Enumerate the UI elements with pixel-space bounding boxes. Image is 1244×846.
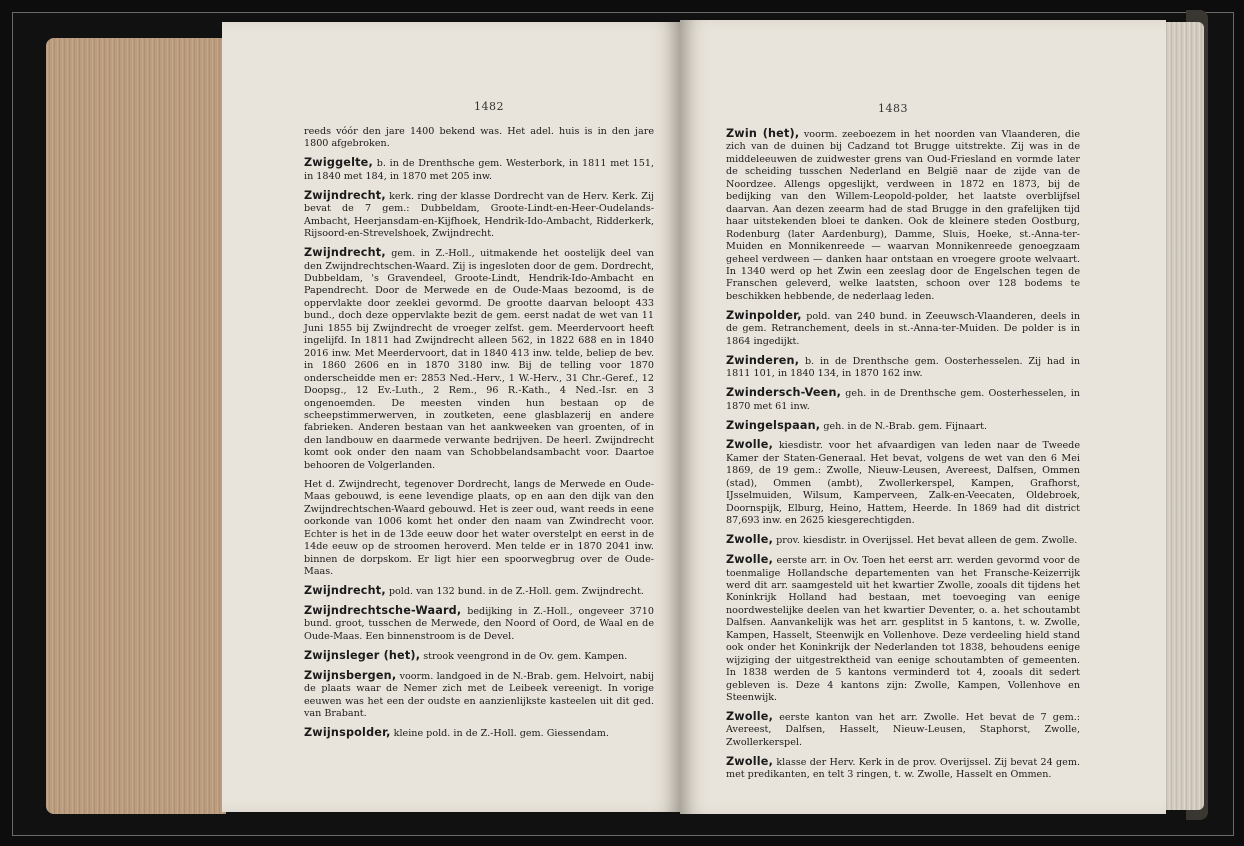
- entry-headword: Zwijndrecht,: [304, 188, 386, 202]
- dictionary-entry: [304, 585, 654, 598]
- entry-text: kerk. ring der klasse Dordrecht van de Herv. Kerk. Zij bevat de 7 gem.: Dubbeldam, Groote-Lindt-en-Heer-Oudelands-Ambacht, Heerjansdam-en-Kijfhoek, Hendrik-Ido-Ambacht, Ridderkerk, Rijsoord-en-Strevelshoek, Zwijndrecht.: [304, 190, 654, 240]
- dictionary-entry: [304, 190, 654, 241]
- text-column: [304, 126, 654, 747]
- dictionary-entry: [304, 157, 654, 183]
- entry-headword: Zwinpolder,: [726, 308, 802, 322]
- entry-text: kiesdistr. voor het afvaardigen van leden naar de Tweede Kamer der Staten-Generaal. Het bevat, volgens de wet van den 6 Mei 1869, de 19 gem.: Zwolle, Nieuw-Leusen, Avereest, Dalfsen, Ommen (stad), Ommen (ambt), Zwollerkerspel, Kampen, Grafhorst, IJsselmuiden, Wilsum, Kamperveen, Zalk-en-Veecaten, Oldebroek, Doornspijk, Elburg, Heino, Hattem, Heerde. In 1869 had dit district 87,693 inw. en 2625 kiesgerechtigden.: [726, 440, 1080, 527]
- dictionary-entry: [304, 479, 654, 579]
- entry-headword: Zwijndrechtsche-Waard,: [304, 603, 462, 617]
- entry-text: Het d. Zwijndrecht, tegenover Dordrecht, langs de Merwede en Oude-Maas gebouwd, is eene levendige plaats, op en aan den dijk van den Zwijndrechtschen-Waard gebouwd. Het is zeer oud, want reeds in eene oorkonde van 1006 komt het onder den naam van Zwindrecht voor. Echter is het in de 13de eeuw door het water overstelpt en eerst in de 14de eeuw op de stroomen heroverd. Men telde er in 1870 2041 inw. binnen de dorpskom. Er ligt hier een spoorwegbrug over de Oude-Maas.: [304, 478, 654, 577]
- dictionary-entry: [304, 605, 654, 643]
- entry-headword: Zwin (het),: [726, 127, 800, 140]
- entry-headword: Zwijndrecht,: [304, 246, 386, 260]
- entry-text: voorm. zeeboezem in het noorden van Vlaanderen, die zich van de duinen bij Cadzand tot Brugge uitstrekte. Zij was in de middeleeuwen de zuidwester grens van Oud-Friesland en vormde later de scheiding tusschen Nederland en België naar de zijde van de Noordzee. Allengs opgeslijkt, verdween in 1872 en 1873, bij de bedijking van den Willem-Leopold-polder, het laatste overblijfsel daarvan. Aan dezen zeearm had de stad Brugge in den grafelijken tijd haar uitstekenden bloei te danken. Ook de kleinere steden Oostburg, Rodenburg (later Aardenburg), Damme, Sluis, Hoeke, st.-Anna-ter-Muiden en Monnikenreede — waarvan Monnikenreede genoegzaam geheel verdween — danken haar ontstaan en vroegere groote welvaart. In 1340 werd op het Zwin een zeeslag door de Engelschen tegen de Franschen geleverd, welke laatsten, schoon over 128 bodems te beschikken hebbende, de nederlaag leden.: [726, 129, 1081, 302]
- dictionary-entry: [726, 310, 1080, 348]
- entry-text: eerste kanton van het arr. Zwolle. Het bevat de 7 gem.: Avereest, Dalfsen, Hasselt, Nieuw-Leusen, Staphorst, Zwolle, Zwollerkerspel.: [726, 712, 1080, 748]
- entry-text: pold. van 132 bund. in de Z.-Holl. gem. Zwijndrecht.: [385, 585, 644, 597]
- entry-headword: Zwinderen,: [726, 353, 800, 367]
- entry-text: eerste arr. in Ov. Toen het eerst arr. werden gevormd voor de toenmalige Hollandsche departementen van het Fransche-Keizerrijk werd dit arr. saamgesteld uit het kwartier Zwolle, zooals dit tijdens het Koninkrijk Holland had bestaan, met toevoeging van eenige noordwestelijke deelen van het kwartier Deventer, o. a. het schoutambt Dalfsen. Aanvankelijk was het arr. gesplitst in 5 kantons, t. w. Zwolle, Kampen, Hasselt, Steenwijk en Vollenhove. Deze verdeeling hield stand ook onder het Koninkrijk der Nederlanden tot 1838, behoudens eenige wijziging der uitgestrektheid van eenige schoutambten of gemeenten. In 1838 werden de 5 kantons verminderd tot 4, zooals dit sedert gebleven is. Deze 4 kantons zijn: Zwolle, Kampen, Vollenhove en Steenwijk.: [726, 555, 1080, 704]
- dictionary-entry: [726, 554, 1080, 704]
- dictionary-entry: [726, 756, 1080, 782]
- entry-text: klasse der Herv. Kerk in de prov. Overijssel. Zij bevat 24 gem. met predikanten, en telt 3 ringen, t. w. Zwolle, Hasselt en Ommen.: [726, 756, 1080, 781]
- dictionary-entry: [726, 387, 1080, 413]
- entry-headword: Zwijndrecht,: [304, 583, 386, 597]
- entry-text: bedijking in Z.-Holl., ongeveer 3710 bund. groot, tusschen de Merwede, den Noord of Oord, de Waal en de Oude-Maas. Een binnenstroom is de Devel.: [304, 605, 654, 642]
- entry-headword: Zwolle,: [726, 553, 774, 567]
- entry-text: voorm. landgoed in de N.-Brab. gem. Helvoirt, nabij de plaats waar de Nemer zich met de Leibeek vereenigt. In vorige eeuwen was het een der oudste en aanzienlijkste kasteelen uit dit ged. van Brabant.: [304, 670, 654, 720]
- dictionary-entry: [304, 727, 654, 740]
- dictionary-entry: [304, 126, 654, 151]
- entry-text: b. in de Drenthsche gem. Westerbork, in 1811 met 151, in 1840 met 184, in 1870 met 205 inw.: [304, 158, 654, 182]
- page-number: 1483: [878, 102, 908, 115]
- entry-headword: Zwolle,: [726, 710, 774, 724]
- entry-text: b. in de Drenthsche gem. Oosterhesselen. Zij had in 1811 101, in 1840 134, in 1870 162 inw.: [726, 355, 1080, 380]
- page-number: 1482: [474, 100, 504, 113]
- entry-text: geh. in de N.-Brab. gem. Fijnaart.: [820, 420, 988, 432]
- entry-text: strook veengrond in de Ov. gem. Kampen.: [420, 650, 628, 662]
- book-edge-left: [46, 38, 226, 814]
- entry-text: kleine pold. in de Z.-Holl. gem. Giessendam.: [390, 727, 609, 739]
- entry-headword: Zwijnspolder,: [304, 725, 391, 739]
- dictionary-entry: [304, 247, 654, 472]
- left-page: [222, 22, 680, 812]
- dictionary-entry: [726, 420, 1080, 433]
- entry-headword: Zwijnsbergen,: [304, 668, 397, 682]
- right-page: [680, 20, 1166, 814]
- entry-headword: Zwolle,: [726, 438, 774, 452]
- entry-headword: Zwindersch-Veen,: [726, 386, 842, 400]
- text-column: [726, 128, 1080, 788]
- entry-text: pold. van 240 bund. in Zeeuwsch-Vlaanderen, deels in de gem. Retranchement, deels in st.-Anna-ter-Muiden. De polder is in 1864 ingedijkt.: [726, 310, 1080, 347]
- entry-text: gem. in Z.-Holl., uitmakende het oostelijk deel van den Zwijndrechtschen-Waard. Zij is ingesloten door de gem. Dordrecht, Dubbeldam, 's Gravendeel, Groote-Lindt, Hendrik-Ido-Ambacht en Papendrecht. Door de Merwede en de Oude-Maas bezoomd, is de oppervlakte door zeeklei gevormd. De grootte daarvan beloopt 433 bund., doch deze oppervlakte bezit de gem. eerst nadat de wet van 11 Juni 1855 bij Zwijndrecht de vroeger zelfst. gem. Meerdervoort heeft ingelijfd. In 1811 had Zwijndrecht alleen 562, in 1822 688 en in 1840 2016 inw. Met Meerdervoort, dat in 1840 413 inw. telde, beliep de bev. in 1860 2606 en in 1870 3180 inw. Bij de telling voor 1870 onderscheidde men er: 2853 Ned.-Herv., 1 W.-Herv., 31 Chr.-Geref., 12 Doopsg., 12 Ev.-Luth., 2 Rem., 96 R.-Kath., 4 Ned.-Isr. en 3 ongenoemden. De meesten vinden hun bestaan op de scheepstimmerwerven, in zoutketen, eene glasblazerij en andere fabrieken. Anderen bestaan van het aankweeken van groenten, of in den landbouw en daarmede verwante bedrijven. De heerl. Zwijndrecht komt ook onder den naam van Schobbelandsambacht voor. Daartoe behooren de Volgerlanden.: [304, 248, 654, 471]
- entry-text: reeds vóór den jare 1400 bekend was. Het adel. huis is in den jare 1800 afgebroken.: [304, 126, 654, 150]
- dictionary-entry: [726, 711, 1080, 749]
- entry-headword: Zwingelspaan,: [726, 418, 821, 432]
- dictionary-entry: [726, 128, 1080, 303]
- entry-headword: Zwolle,: [726, 533, 774, 547]
- entry-headword: Zwolle,: [726, 754, 774, 768]
- entry-headword: Zwijnsleger (het),: [304, 648, 421, 662]
- dictionary-entry: [304, 670, 654, 721]
- dictionary-entry: [304, 650, 654, 663]
- dictionary-entry: [726, 355, 1080, 381]
- entry-text: prov. kiesdistr. in Overijssel. Het bevat alleen de gem. Zwolle.: [773, 535, 1078, 547]
- dictionary-entry: [726, 534, 1080, 547]
- dictionary-entry: [726, 439, 1080, 527]
- entry-text: geh. in de Drenthsche gem. Oosterhesselen, in 1870 met 61 inw.: [726, 388, 1080, 412]
- entry-headword: Zwiggelte,: [304, 156, 373, 170]
